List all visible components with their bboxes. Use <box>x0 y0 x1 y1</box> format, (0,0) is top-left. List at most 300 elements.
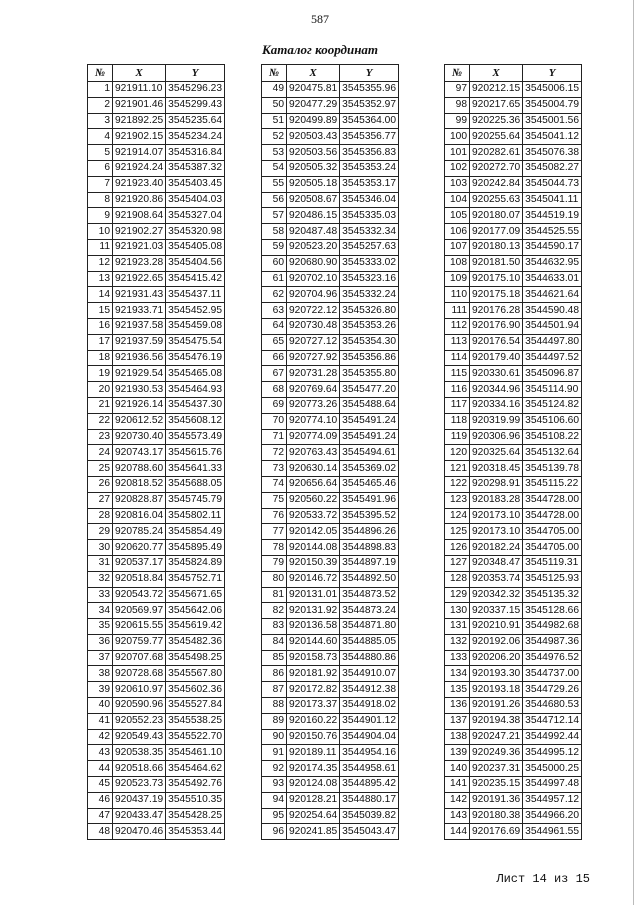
x-coordinate: 920237.31 <box>470 761 523 777</box>
table-row <box>445 129 582 145</box>
y-coordinate: 3545415.42 <box>166 271 225 287</box>
x-coordinate: 920702.10 <box>287 271 340 287</box>
y-coordinate: 3545004.79 <box>523 97 582 113</box>
row-number: 69 <box>262 397 287 413</box>
x-coordinate: 920173.10 <box>470 508 523 524</box>
x-coordinate: 920537.17 <box>113 555 166 571</box>
x-coordinate: 920533.72 <box>287 508 340 524</box>
y-coordinate: 3545491.96 <box>340 492 399 508</box>
y-coordinate: 3545461.10 <box>166 745 225 761</box>
table-row <box>262 777 399 793</box>
table-row <box>445 445 582 461</box>
y-coordinate: 3545428.25 <box>166 808 225 824</box>
y-coordinate: 3545356.83 <box>340 145 399 161</box>
x-coordinate: 920181.92 <box>287 666 340 682</box>
y-coordinate: 3545039.82 <box>340 808 399 824</box>
x-coordinate: 920774.10 <box>287 413 340 429</box>
x-coordinate: 920150.39 <box>287 555 340 571</box>
table-row <box>262 524 399 540</box>
row-number: 80 <box>262 571 287 587</box>
y-coordinate: 3544497.80 <box>523 334 582 350</box>
row-number: 91 <box>262 745 287 761</box>
x-coordinate: 920487.48 <box>287 224 340 240</box>
x-coordinate: 920743.17 <box>113 445 166 461</box>
table-row <box>262 366 399 382</box>
row-number: 24 <box>88 445 113 461</box>
x-coordinate: 920728.68 <box>113 666 166 682</box>
x-coordinate: 920569.97 <box>113 603 166 619</box>
x-coordinate: 921937.59 <box>113 334 166 350</box>
row-number: 55 <box>262 176 287 192</box>
row-number: 21 <box>88 397 113 413</box>
row-number: 41 <box>88 713 113 729</box>
y-coordinate: 3545299.43 <box>166 97 225 113</box>
table-row <box>88 318 225 334</box>
table-row <box>445 587 582 603</box>
header-num: № <box>262 65 287 82</box>
row-number: 94 <box>262 792 287 808</box>
x-coordinate: 920255.63 <box>470 192 523 208</box>
x-coordinate: 920523.73 <box>113 777 166 793</box>
row-number: 87 <box>262 682 287 698</box>
row-number: 11 <box>88 239 113 255</box>
row-number: 49 <box>262 82 287 98</box>
y-coordinate: 3544898.83 <box>340 540 399 556</box>
table-row <box>445 492 582 508</box>
row-number: 33 <box>88 587 113 603</box>
table-row <box>445 729 582 745</box>
row-number: 14 <box>88 287 113 303</box>
y-coordinate: 3544918.02 <box>340 698 399 714</box>
y-coordinate: 3545353.17 <box>340 176 399 192</box>
x-coordinate: 920194.38 <box>470 713 523 729</box>
table-row <box>88 650 225 666</box>
x-coordinate: 920730.40 <box>113 429 166 445</box>
y-coordinate: 3545364.00 <box>340 113 399 129</box>
y-coordinate: 3545332.24 <box>340 287 399 303</box>
y-coordinate: 3545395.52 <box>340 508 399 524</box>
header-y: Y <box>340 65 399 82</box>
x-coordinate: 920707.68 <box>113 650 166 666</box>
y-coordinate: 3544982.68 <box>523 619 582 635</box>
header-y: Y <box>523 65 582 82</box>
row-number: 79 <box>262 555 287 571</box>
y-coordinate: 3545135.32 <box>523 587 582 603</box>
table-row <box>445 824 582 840</box>
y-coordinate: 3545320.98 <box>166 224 225 240</box>
row-number: 53 <box>262 145 287 161</box>
header-x: X <box>113 65 166 82</box>
y-coordinate: 3545641.33 <box>166 461 225 477</box>
table-row <box>445 255 582 271</box>
row-number: 56 <box>262 192 287 208</box>
catalog-title: Каталог координат <box>261 42 379 57</box>
x-coordinate: 920179.40 <box>470 350 523 366</box>
x-coordinate: 920225.36 <box>470 113 523 129</box>
row-number: 129 <box>445 587 470 603</box>
y-coordinate: 3545327.04 <box>166 208 225 224</box>
row-number: 108 <box>445 255 470 271</box>
table-row <box>88 192 225 208</box>
table-row <box>445 97 582 113</box>
y-coordinate: 3545494.61 <box>340 445 399 461</box>
y-coordinate: 3545326.80 <box>340 303 399 319</box>
table-header-row <box>88 65 225 82</box>
y-coordinate: 3545895.49 <box>166 540 225 556</box>
table-row <box>445 303 582 319</box>
table-row <box>262 729 399 745</box>
x-coordinate: 920475.81 <box>287 82 340 98</box>
x-coordinate: 921920.86 <box>113 192 166 208</box>
table-header-row <box>445 65 582 82</box>
coordinate-table-2 <box>261 64 399 840</box>
row-number: 59 <box>262 239 287 255</box>
y-coordinate: 3544954.16 <box>340 745 399 761</box>
table-row <box>445 682 582 698</box>
x-coordinate: 921921.03 <box>113 239 166 255</box>
row-number: 128 <box>445 571 470 587</box>
x-coordinate: 920348.47 <box>470 555 523 571</box>
x-coordinate: 920255.64 <box>470 129 523 145</box>
y-coordinate: 3545124.82 <box>523 397 582 413</box>
table-row <box>445 239 582 255</box>
row-number: 50 <box>262 97 287 113</box>
row-number: 110 <box>445 287 470 303</box>
y-coordinate: 3544912.38 <box>340 682 399 698</box>
y-coordinate: 3545369.02 <box>340 461 399 477</box>
x-coordinate: 920505.18 <box>287 176 340 192</box>
table-row <box>88 82 225 98</box>
coordinate-table-3 <box>444 64 582 840</box>
y-coordinate: 3545527.84 <box>166 698 225 714</box>
table-row <box>88 587 225 603</box>
x-coordinate: 920816.04 <box>113 508 166 524</box>
row-number: 84 <box>262 634 287 650</box>
x-coordinate: 920150.76 <box>287 729 340 745</box>
y-coordinate: 3545404.03 <box>166 192 225 208</box>
table-row <box>262 239 399 255</box>
y-coordinate: 3544966.20 <box>523 808 582 824</box>
row-number: 51 <box>262 113 287 129</box>
table-row <box>262 761 399 777</box>
row-number: 83 <box>262 619 287 635</box>
table-row <box>262 571 399 587</box>
y-coordinate: 3545356.86 <box>340 350 399 366</box>
row-number: 47 <box>88 808 113 824</box>
row-number: 131 <box>445 619 470 635</box>
table-row <box>262 666 399 682</box>
table-row <box>445 508 582 524</box>
x-coordinate: 920241.85 <box>287 824 340 840</box>
table-row <box>445 208 582 224</box>
row-number: 78 <box>262 540 287 556</box>
y-coordinate: 3544712.14 <box>523 713 582 729</box>
y-coordinate: 3545476.19 <box>166 350 225 366</box>
table-row <box>88 476 225 492</box>
table-row <box>445 350 582 366</box>
y-coordinate: 3545405.08 <box>166 239 225 255</box>
y-coordinate: 3544880.86 <box>340 650 399 666</box>
row-number: 90 <box>262 729 287 745</box>
x-coordinate: 920353.74 <box>470 571 523 587</box>
x-coordinate: 920523.20 <box>287 239 340 255</box>
x-coordinate: 920193.30 <box>470 666 523 682</box>
x-coordinate: 920180.13 <box>470 239 523 255</box>
row-number: 117 <box>445 397 470 413</box>
x-coordinate: 920177.09 <box>470 224 523 240</box>
table-row <box>262 192 399 208</box>
y-coordinate: 3545296.23 <box>166 82 225 98</box>
y-coordinate: 3545043.47 <box>340 824 399 840</box>
x-coordinate: 920176.90 <box>470 318 523 334</box>
row-number: 143 <box>445 808 470 824</box>
y-coordinate: 3544873.52 <box>340 587 399 603</box>
y-coordinate: 3545854.49 <box>166 524 225 540</box>
table-row <box>262 160 399 176</box>
row-number: 107 <box>445 239 470 255</box>
row-number: 81 <box>262 587 287 603</box>
row-number: 135 <box>445 682 470 698</box>
table-row <box>445 634 582 650</box>
table-row <box>262 713 399 729</box>
x-coordinate: 920344.96 <box>470 382 523 398</box>
x-coordinate: 920176.69 <box>470 824 523 840</box>
x-coordinate: 920176.54 <box>470 334 523 350</box>
row-number: 124 <box>445 508 470 524</box>
row-number: 58 <box>262 224 287 240</box>
x-coordinate: 920788.60 <box>113 461 166 477</box>
y-coordinate: 3545114.90 <box>523 382 582 398</box>
row-number: 109 <box>445 271 470 287</box>
table-row <box>445 366 582 382</box>
y-coordinate: 3545041.12 <box>523 129 582 145</box>
y-coordinate: 3545044.73 <box>523 176 582 192</box>
table-row <box>88 271 225 287</box>
y-coordinate: 3544897.19 <box>340 555 399 571</box>
table-row <box>445 176 582 192</box>
table-row <box>88 603 225 619</box>
y-coordinate: 3545356.77 <box>340 129 399 145</box>
x-coordinate: 920612.52 <box>113 413 166 429</box>
table-row <box>262 445 399 461</box>
table-row <box>262 145 399 161</box>
x-coordinate: 921911.10 <box>113 82 166 98</box>
x-coordinate: 921923.40 <box>113 176 166 192</box>
table-row <box>445 145 582 161</box>
table-row <box>88 540 225 556</box>
row-number: 116 <box>445 382 470 398</box>
y-coordinate: 3544997.48 <box>523 777 582 793</box>
y-coordinate: 3545333.02 <box>340 255 399 271</box>
y-coordinate: 3545346.04 <box>340 192 399 208</box>
table-row <box>262 555 399 571</box>
table-row <box>262 619 399 635</box>
y-coordinate: 3545459.08 <box>166 318 225 334</box>
y-coordinate: 3545235.64 <box>166 113 225 129</box>
table-row <box>262 82 399 98</box>
row-number: 137 <box>445 713 470 729</box>
y-coordinate: 3544910.07 <box>340 666 399 682</box>
row-number: 23 <box>88 429 113 445</box>
x-coordinate: 920503.43 <box>287 129 340 145</box>
y-coordinate: 3544880.17 <box>340 792 399 808</box>
y-coordinate: 3545234.24 <box>166 129 225 145</box>
table-row <box>445 777 582 793</box>
table-row <box>88 682 225 698</box>
x-coordinate: 920437.19 <box>113 792 166 808</box>
row-number: 67 <box>262 366 287 382</box>
y-coordinate: 3544705.00 <box>523 540 582 556</box>
y-coordinate: 3545125.93 <box>523 571 582 587</box>
page-edge-line <box>633 0 634 905</box>
y-coordinate: 3544976.52 <box>523 650 582 666</box>
row-number: 97 <box>445 82 470 98</box>
x-coordinate: 920242.84 <box>470 176 523 192</box>
table-row <box>88 824 225 840</box>
row-number: 29 <box>88 524 113 540</box>
x-coordinate: 920173.37 <box>287 698 340 714</box>
x-coordinate: 920175.10 <box>470 271 523 287</box>
coordinate-table-1 <box>87 64 225 840</box>
x-coordinate: 920298.91 <box>470 476 523 492</box>
y-coordinate: 3544737.00 <box>523 666 582 682</box>
row-number: 62 <box>262 287 287 303</box>
x-coordinate: 920210.91 <box>470 619 523 635</box>
y-coordinate: 3545257.63 <box>340 239 399 255</box>
y-coordinate: 3545000.25 <box>523 761 582 777</box>
row-number: 127 <box>445 555 470 571</box>
table-row <box>262 682 399 698</box>
row-number: 45 <box>88 777 113 793</box>
x-coordinate: 920518.66 <box>113 761 166 777</box>
table-row <box>88 208 225 224</box>
table-row <box>445 287 582 303</box>
y-coordinate: 3545491.24 <box>340 413 399 429</box>
x-coordinate: 920325.64 <box>470 445 523 461</box>
row-number: 27 <box>88 492 113 508</box>
row-number: 54 <box>262 160 287 176</box>
y-coordinate: 3545139.78 <box>523 461 582 477</box>
x-coordinate: 920620.77 <box>113 540 166 556</box>
x-coordinate: 920160.22 <box>287 713 340 729</box>
row-number: 130 <box>445 603 470 619</box>
table-row <box>445 713 582 729</box>
row-number: 95 <box>262 808 287 824</box>
x-coordinate: 920680.90 <box>287 255 340 271</box>
x-coordinate: 920146.72 <box>287 571 340 587</box>
y-coordinate: 3545353.44 <box>166 824 225 840</box>
table-row <box>88 666 225 682</box>
table-row <box>445 650 582 666</box>
row-number: 101 <box>445 145 470 161</box>
x-coordinate: 920433.47 <box>113 808 166 824</box>
table-row <box>262 208 399 224</box>
row-number: 125 <box>445 524 470 540</box>
table-row <box>88 303 225 319</box>
x-coordinate: 920763.43 <box>287 445 340 461</box>
table-row <box>445 113 582 129</box>
x-coordinate: 920828.87 <box>113 492 166 508</box>
table-row <box>88 571 225 587</box>
x-coordinate: 921937.58 <box>113 318 166 334</box>
table-row <box>88 508 225 524</box>
x-coordinate: 920334.16 <box>470 397 523 413</box>
row-number: 18 <box>88 350 113 366</box>
x-coordinate: 921914.07 <box>113 145 166 161</box>
row-number: 74 <box>262 476 287 492</box>
table-row <box>88 619 225 635</box>
row-number: 19 <box>88 366 113 382</box>
row-number: 44 <box>88 761 113 777</box>
row-number: 102 <box>445 160 470 176</box>
y-coordinate: 3544590.48 <box>523 303 582 319</box>
row-number: 122 <box>445 476 470 492</box>
x-coordinate: 920254.64 <box>287 808 340 824</box>
table-row <box>262 461 399 477</box>
row-number: 10 <box>88 224 113 240</box>
y-coordinate: 3544904.04 <box>340 729 399 745</box>
y-coordinate: 3545482.36 <box>166 634 225 650</box>
x-coordinate: 921936.56 <box>113 350 166 366</box>
row-number: 111 <box>445 303 470 319</box>
row-number: 30 <box>88 540 113 556</box>
row-number: 66 <box>262 350 287 366</box>
table-row <box>88 698 225 714</box>
y-coordinate: 3545096.87 <box>523 366 582 382</box>
row-number: 34 <box>88 603 113 619</box>
table-row <box>262 698 399 714</box>
row-number: 52 <box>262 129 287 145</box>
x-coordinate: 920131.92 <box>287 603 340 619</box>
table-row <box>88 713 225 729</box>
table-row <box>445 160 582 176</box>
row-number: 139 <box>445 745 470 761</box>
table-row <box>262 382 399 398</box>
row-number: 71 <box>262 429 287 445</box>
table-row <box>262 476 399 492</box>
table-row <box>445 82 582 98</box>
row-number: 100 <box>445 129 470 145</box>
y-coordinate: 3545404.56 <box>166 255 225 271</box>
y-coordinate: 3544633.01 <box>523 271 582 287</box>
row-number: 113 <box>445 334 470 350</box>
row-number: 6 <box>88 160 113 176</box>
y-coordinate: 3544895.42 <box>340 777 399 793</box>
y-coordinate: 3545387.32 <box>166 160 225 176</box>
table-row <box>445 571 582 587</box>
table-row <box>88 145 225 161</box>
x-coordinate: 920518.84 <box>113 571 166 587</box>
x-coordinate: 920124.08 <box>287 777 340 793</box>
table-row <box>88 413 225 429</box>
y-coordinate: 3545642.06 <box>166 603 225 619</box>
x-coordinate: 920282.61 <box>470 145 523 161</box>
y-coordinate: 3545464.62 <box>166 761 225 777</box>
x-coordinate: 920144.08 <box>287 540 340 556</box>
row-number: 46 <box>88 792 113 808</box>
table-row <box>445 540 582 556</box>
x-coordinate: 920319.99 <box>470 413 523 429</box>
table-row <box>262 808 399 824</box>
x-coordinate: 920590.96 <box>113 698 166 714</box>
table-row <box>262 792 399 808</box>
x-coordinate: 920630.14 <box>287 461 340 477</box>
row-number: 13 <box>88 271 113 287</box>
x-coordinate: 920774.09 <box>287 429 340 445</box>
y-coordinate: 3545465.46 <box>340 476 399 492</box>
y-coordinate: 3545602.36 <box>166 682 225 698</box>
table-row <box>262 334 399 350</box>
